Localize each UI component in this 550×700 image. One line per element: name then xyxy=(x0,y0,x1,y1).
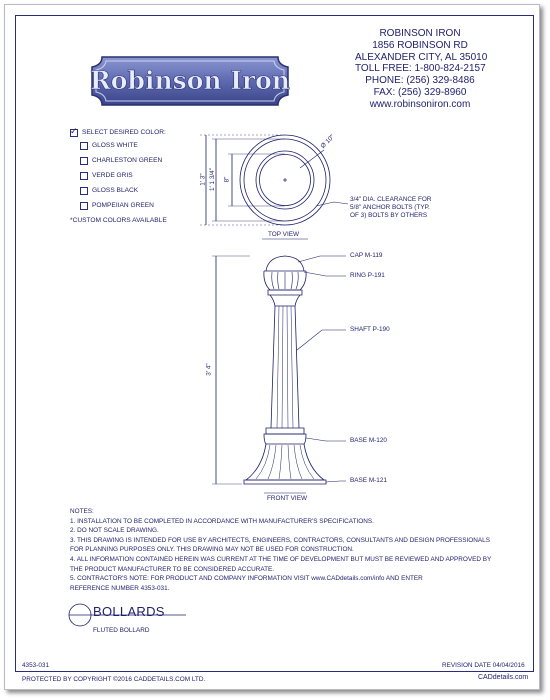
color-label: GLOSS WHITE xyxy=(92,142,138,149)
dim-inner: 8" xyxy=(223,176,231,183)
ring-label: RING P-191 xyxy=(350,272,385,279)
cap-label: CAP M-119 xyxy=(350,252,383,259)
color-label: CHARLESTON GREEN xyxy=(92,157,163,164)
company-web: www.robinsoniron.com xyxy=(369,98,471,110)
notes-block xyxy=(70,507,491,593)
color-label: POMPEIIAN GREEN xyxy=(92,202,154,209)
color-header: SELECT DESIRED COLOR: xyxy=(82,129,166,136)
logo-text: Robinson Iron xyxy=(90,66,290,95)
copyright-notice: PROTECTED BY COPYRIGHT ©2016 CADDETAILS.COM LTD. xyxy=(22,676,206,683)
base-m120-label: BASE M-120 xyxy=(350,437,387,444)
custom-colors-note: *CUSTOM COLORS AVAILABLE xyxy=(70,216,167,224)
note-line: THE PRODUCT MANUFACTURER TO BE CONSIDERED ACCURATE. xyxy=(70,565,275,573)
dim-mid: 1' 1 3/4" xyxy=(209,167,217,192)
clearance-line: 5/8" ANCHOR BOLTS (TYP. xyxy=(350,204,430,211)
company-phone: PHONE: (256) 329-8486 xyxy=(365,75,475,87)
company-address1: 1856 ROBINSON RD xyxy=(372,39,468,51)
top-view-title: TOP VIEW xyxy=(268,231,300,238)
base-m121-label: BASE M-121 xyxy=(350,477,387,484)
dim-diameter: Ø 10" xyxy=(319,133,336,150)
revision-date: REVISION DATE 04/04/2016 xyxy=(442,662,525,669)
note-line: 2. DO NOT SCALE DRAWING. xyxy=(70,527,159,535)
front-view-drawing xyxy=(212,256,346,493)
dim-outer: 1' 3" xyxy=(199,173,207,186)
company-fax: FAX: (256) 329-8960 xyxy=(373,86,467,98)
company-address2: ALEXANDER CITY, AL 35010 xyxy=(355,51,488,63)
front-view-title: FRONT VIEW xyxy=(267,495,308,502)
note-line: 1. INSTALLATION TO BE COMPLETED IN ACCORDANCE WITH MANUFACTURER'S SPECIFICATIONS. xyxy=(70,517,374,525)
caddetails-link[interactable]: CADdetails.com xyxy=(478,674,529,681)
clearance-line: 3/4" DIA. CLEARANCE FOR xyxy=(350,196,432,203)
height-dim: 3' 4" xyxy=(205,363,213,376)
color-label: VERDE GRIS xyxy=(92,172,133,179)
note-line: 5. CONTRACTOR'S NOTE: FOR PRODUCT AND COMPANY INFORMATION VISIT www.CADdetails.com/info AND ENTER xyxy=(70,575,423,583)
check-icon: ✓ xyxy=(70,125,78,136)
color-label: GLOSS BLACK xyxy=(92,187,139,194)
clearance-line: OF 3) BOLTS BY OTHERS xyxy=(350,212,428,219)
company-name: ROBINSON IRON xyxy=(379,28,461,39)
note-line: FOR PLANNING PURPOSES ONLY. THIS DRAWING MAY NOT BE USED FOR CONSTRUCTION. xyxy=(70,546,354,554)
top-view-drawing xyxy=(200,135,348,239)
notes-header: NOTES: xyxy=(70,508,94,515)
clearance-note xyxy=(350,196,431,220)
note-line: 4. ALL INFORMATION CONTAINED HEREIN WAS CURRENT AT THE TIME OF DEVELOPMENT BUT MUST BE REVIEWED AND APPROVED BY xyxy=(70,555,492,563)
note-line: 3. THIS DRAWING IS INTENDED FOR USE BY ARCHITECTS, ENGINEERS, CONTRACTORS, CONSULTANTS AND DESIGN PROFESSIONALS xyxy=(70,536,490,544)
drawing-number: 4353-031 xyxy=(22,662,50,669)
drawing-title: BOLLARDS xyxy=(93,604,165,619)
drawing-subtitle: FLUTED BOLLARD xyxy=(93,627,150,634)
company-tollfree: TOLL FREE: 1-800-824-2157 xyxy=(355,63,486,75)
shaft-label: SHAFT P-190 xyxy=(350,326,390,333)
note-line: REFERENCE NUMBER 4353-031. xyxy=(70,584,170,592)
